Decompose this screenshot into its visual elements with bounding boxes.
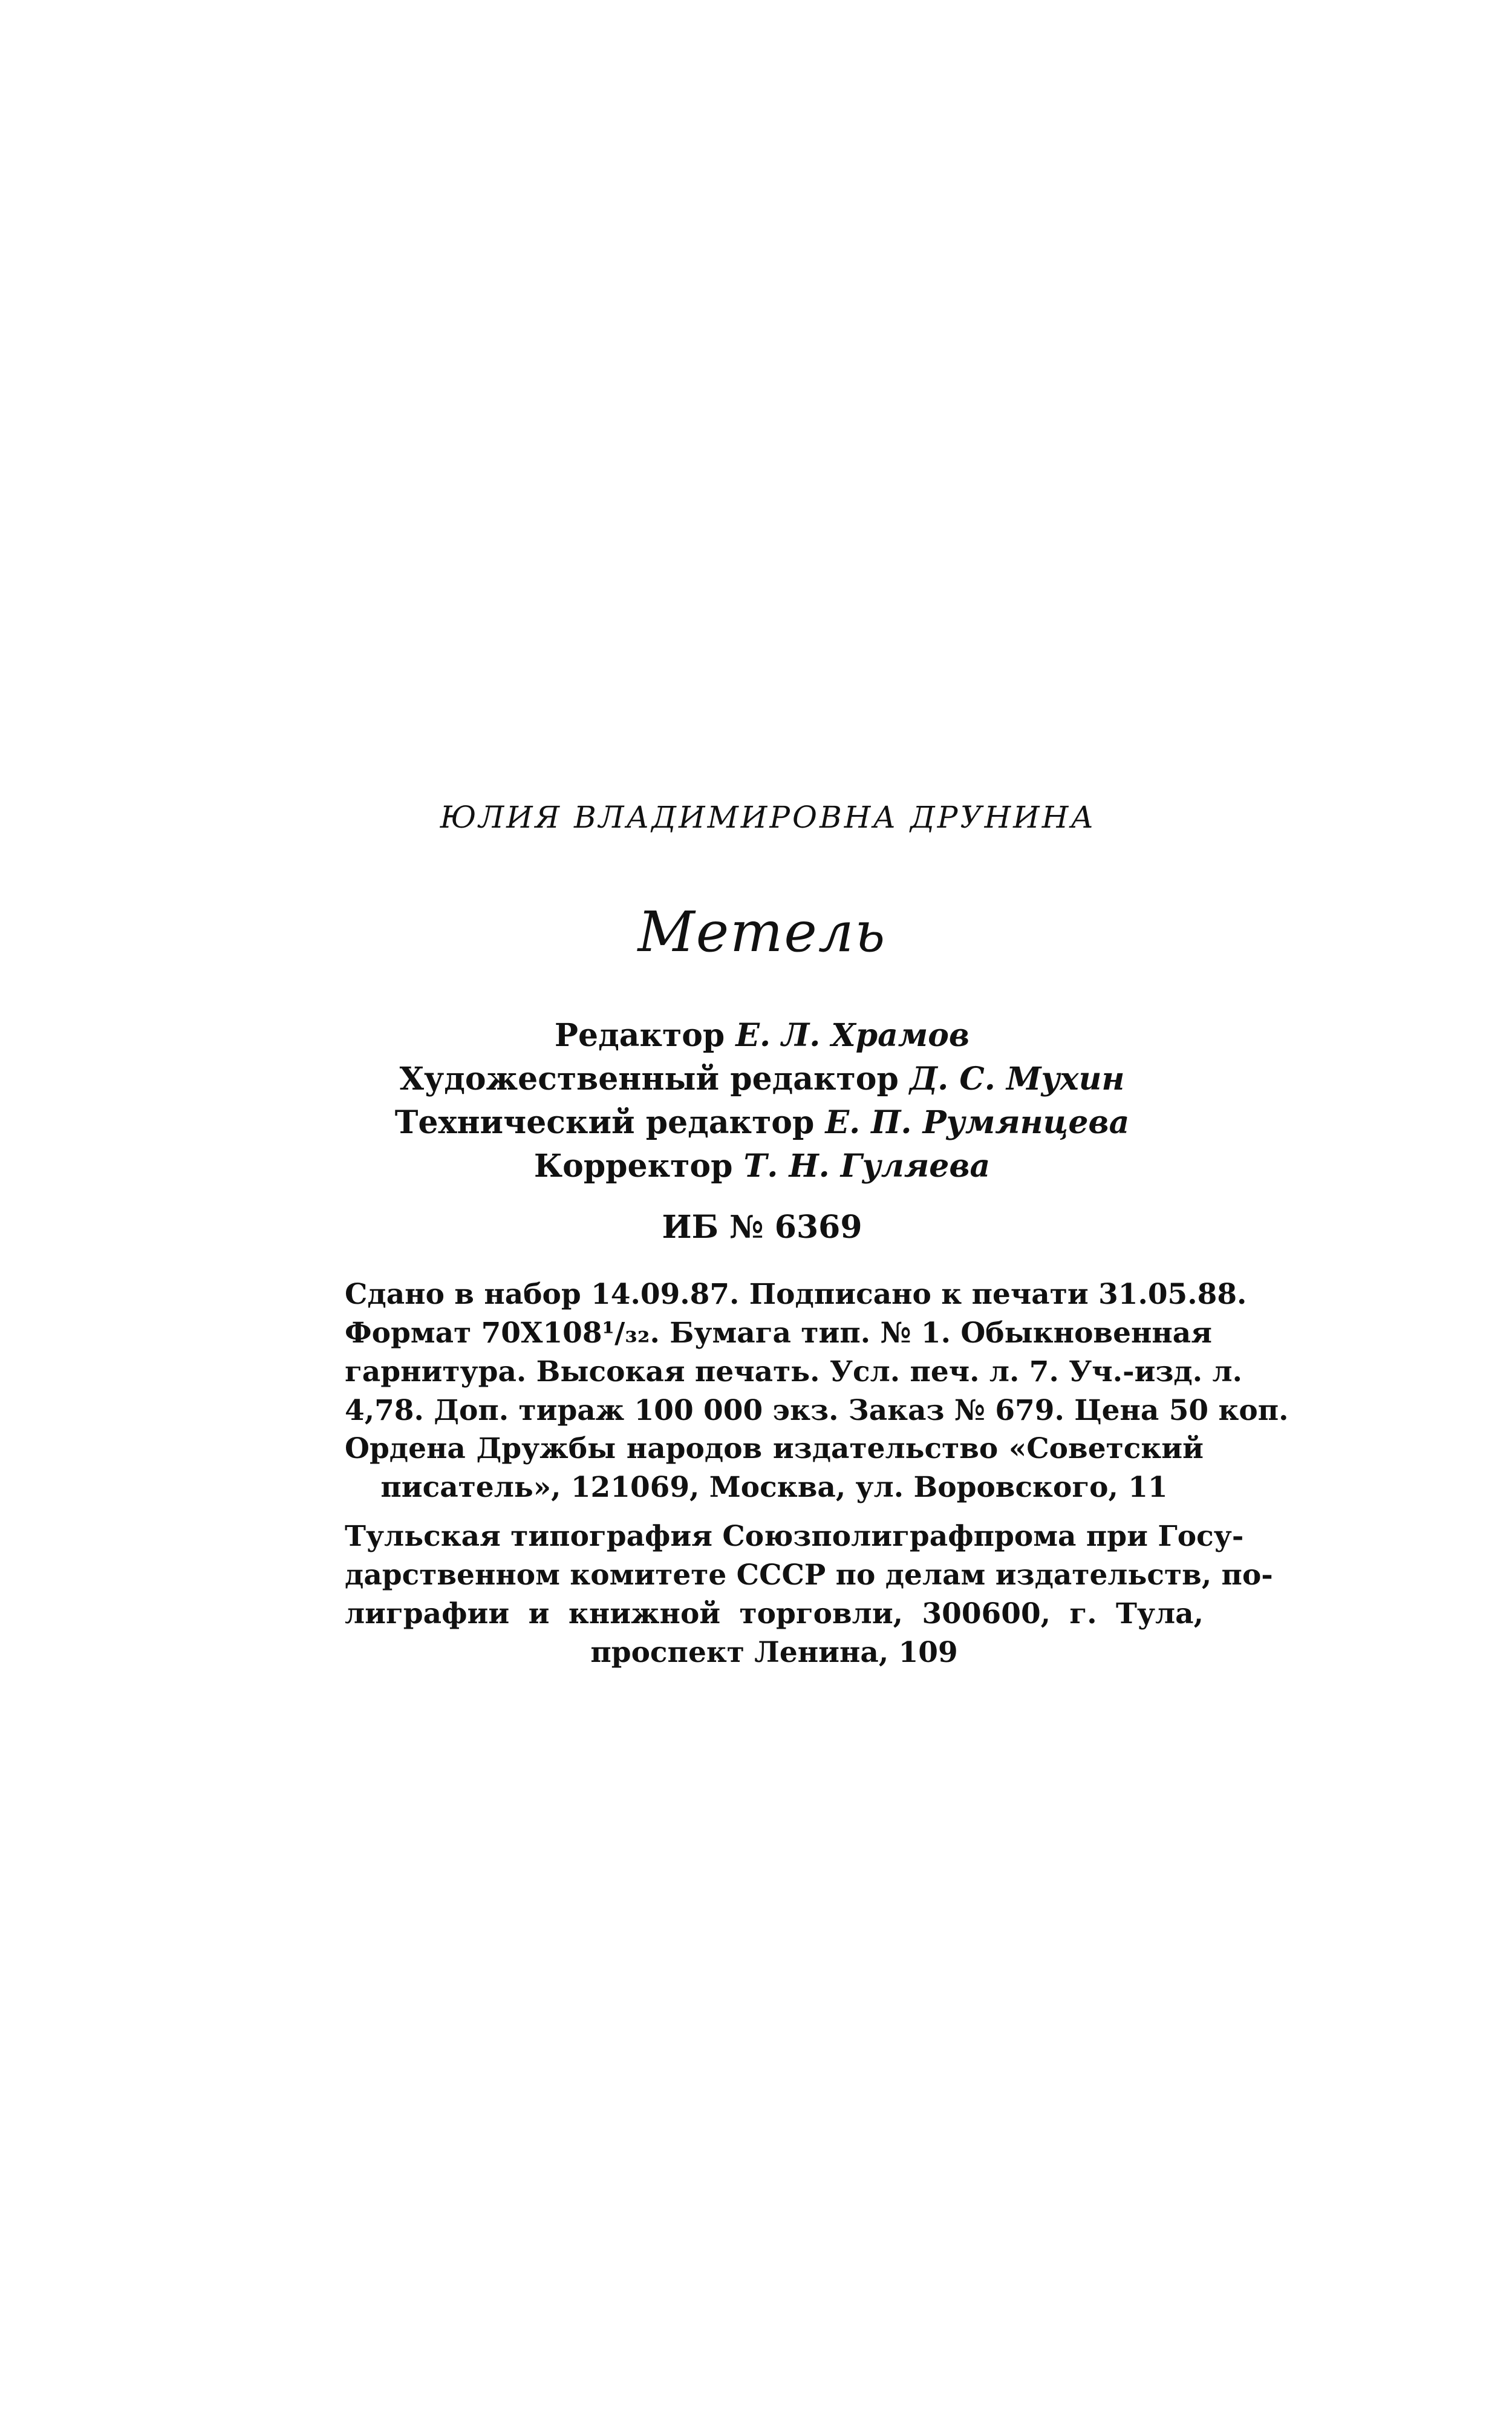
printer-line: лиграфии и книжной торговли, 300600, г. Тула, (345, 1597, 1204, 1630)
credit-role: Технический редактор (394, 1104, 815, 1141)
credit-proofreader (12, 1145, 1512, 1188)
ib-number: ИБ № 6369 (662, 1209, 862, 1246)
credits-list (0, 1014, 1512, 1188)
printer-line: проспект Ленина, 109 (590, 1636, 958, 1669)
publisher-info (345, 1430, 1204, 1507)
print-details (345, 1275, 1289, 1430)
printer-line: Тульская типография Союзполиграфпрома при Госу- (345, 1520, 1244, 1553)
printer-line: дарственном комитете СССР по делам издательств, по- (345, 1558, 1273, 1592)
print-details-line: Формат 70Х108¹/₃₂. Бумага тип. № 1. Обыкновенная (345, 1316, 1212, 1350)
credit-person: Д. С. Мухин (909, 1061, 1125, 1097)
book-title: Метель (637, 900, 887, 964)
publisher-line: Ордена Дружбы народов издательство «Советский (345, 1432, 1204, 1465)
publisher-line: писатель», 121069, Москва, ул. Воровского, 11 (380, 1471, 1168, 1504)
print-details-line: гарнитура. Высокая печать. Усл. печ. л. 7. Уч.-изд. л. (345, 1355, 1242, 1388)
author-name: ЮЛИЯ ВЛАДИМИРОВНА ДРУНИНА (440, 800, 1097, 835)
credit-role: Художественный редактор (399, 1061, 899, 1097)
credit-technical-editor (12, 1101, 1512, 1145)
credit-person: Т. Н. Гуляева (743, 1148, 991, 1185)
credit-person: Е. П. Румянцева (825, 1104, 1130, 1141)
credit-editor (12, 1014, 1512, 1058)
credit-art-editor (12, 1058, 1512, 1101)
print-details-line: 4,78. Доп. тираж 100 000 экз. Заказ № 679. Цена 50 коп. (345, 1394, 1289, 1427)
credit-role: Редактор (554, 1017, 725, 1054)
credit-person: Е. Л. Храмов (735, 1017, 970, 1054)
print-details-line: Сдано в набор 14.09.87. Подписано к печати 31.05.88. (345, 1278, 1247, 1311)
printer-info (345, 1517, 1273, 1672)
credit-role: Корректор (533, 1148, 733, 1185)
